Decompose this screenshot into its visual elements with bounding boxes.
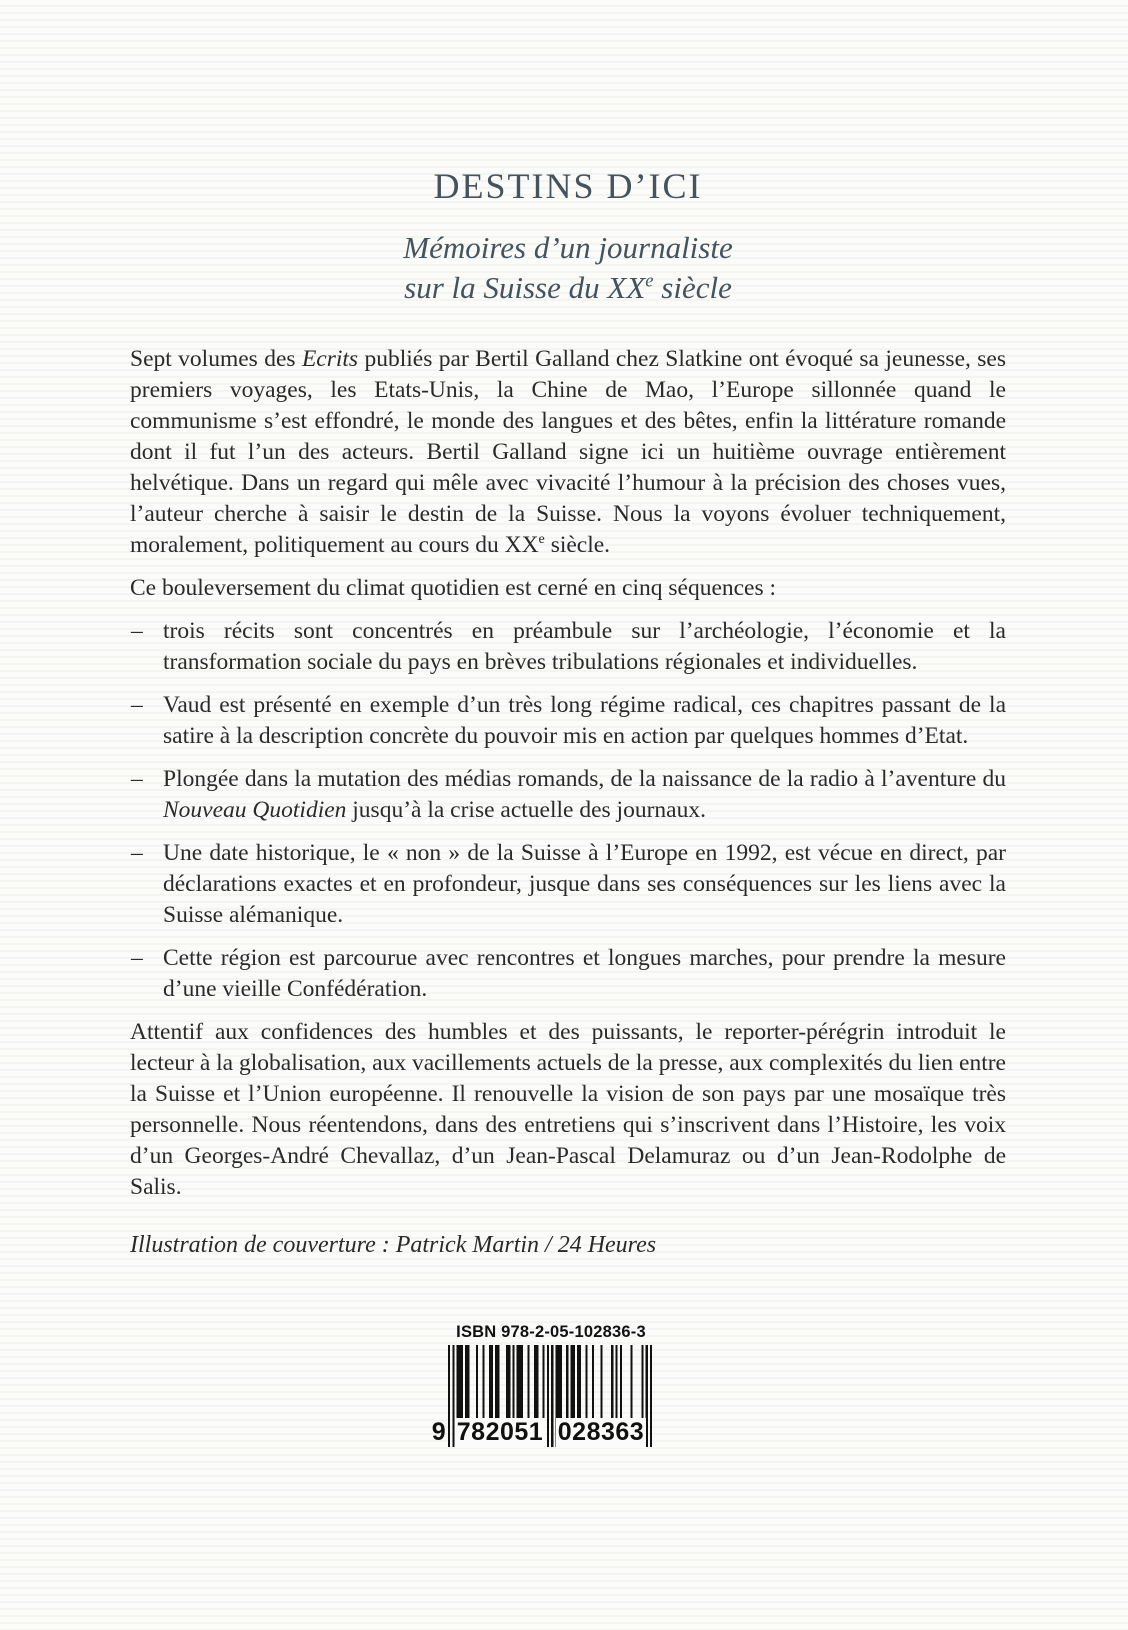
synopsis xyxy=(130,344,1006,1203)
bullet-item xyxy=(130,943,1006,1005)
bullet-dash: – xyxy=(131,766,143,792)
cover-illustration-credit: Illustration de couverture : Patrick Martin / 24 Heures xyxy=(130,1232,657,1258)
barcode-digit-first: 9 xyxy=(431,1418,447,1446)
book-title: DESTINS D’ICI xyxy=(433,166,703,206)
subtitle-line-2: sur la Suisse du XXe siècle xyxy=(404,270,732,305)
bullet-item xyxy=(130,616,1006,678)
bullet-text: Vaud est présenté en exemple d’un très long régime radical, ces chapitres passant de la satire à la description concrète du pouvoir mis en action par quelques hommes d’Etat. xyxy=(163,692,1006,749)
bullet-text: Cette région est parcourue avec rencontres et longues marches, pour prendre la mesure d’une vieille Confédération. xyxy=(163,945,1006,1002)
barcode-digits xyxy=(431,1345,652,1447)
bullet-dash: – xyxy=(131,945,143,971)
barcode-digit-group-left: 782051 xyxy=(456,1418,544,1446)
bullet-dash: – xyxy=(131,692,143,718)
bullet-item xyxy=(130,764,1006,826)
isbn-barcode-block xyxy=(431,1323,654,1447)
bullet-text: Une date historique, le « non » de la Suisse à l’Europe en 1992, est vécue en direct, par déclarations exactes et en profondeur, jusque dans ses conséquences sur les liens avec la Suisse alémanique. xyxy=(163,840,1006,928)
synopsis-paragraph: Sept volumes des Ecrits publiés par Bertil Galland chez Slatkine ont évoqué sa jeunesse, ses premiers voyages, les Etats-Unis, la Chine de Mao, l’Europe sillonnée quand le communisme s’est effondré, le monde des langues et des bêtes, enfin la littérature romande dont il fut l’un des acteurs. Bertil Galland signe ici un huitième ouvrage entièrement helvétique. Dans un regard qui mêle avec vivacité l’humour à la précision des choses vues, l’auteur cherche à saisir le destin de la Suisse. Nous la voyons évoluer techniquement, moralement, politiquement au cours du XXe siècle. xyxy=(130,346,1006,558)
bullet-dash: – xyxy=(131,618,143,644)
subtitle-line-1: Mémoires d’un journaliste xyxy=(403,230,733,265)
ean13-barcode xyxy=(431,1345,652,1447)
bullet-text: Plongée dans la mutation des médias romands, de la naissance de la radio à l’aventure du Nouveau Quotidien jusqu’à la crise actuelle des journaux. xyxy=(163,766,1006,823)
barcode-digit-group-right: 028363 xyxy=(557,1418,645,1446)
synopsis-paragraph: Ce bouleversement du climat quotidien est cerné en cinq séquences : xyxy=(130,575,777,601)
book-subtitle xyxy=(130,228,1006,308)
bullet-text: trois récits sont concentrés en préambule sur l’archéologie, l’économie et la transformation sociale du pays en brèves tribulations régionales et individuelles. xyxy=(163,618,1006,675)
synopsis-paragraph: Attentif aux confidences des humbles et des puissants, le reporter-pérégrin introduit le lecteur à la globalisation, aux vacillements actuels de la presse, aux complexités du lien entre la Suisse et l’Union européenne. Il renouvelle la vision de son pays par une mosaïque très personnelle. Nous réentendons, dans des entretiens qui s’inscrivent dans l’Histoire, les voix d’un Georges-André Chevallaz, d’un Jean-Pascal Delamuraz ou d’un Jean-Rodolphe de Salis. xyxy=(130,1019,1006,1200)
bullet-item xyxy=(130,838,1006,931)
isbn-label: ISBN 978-2-05-102836-3 xyxy=(456,1323,646,1341)
cover-content-column xyxy=(130,0,1006,1447)
bullet-item xyxy=(130,690,1006,752)
bullet-dash: – xyxy=(131,840,143,866)
